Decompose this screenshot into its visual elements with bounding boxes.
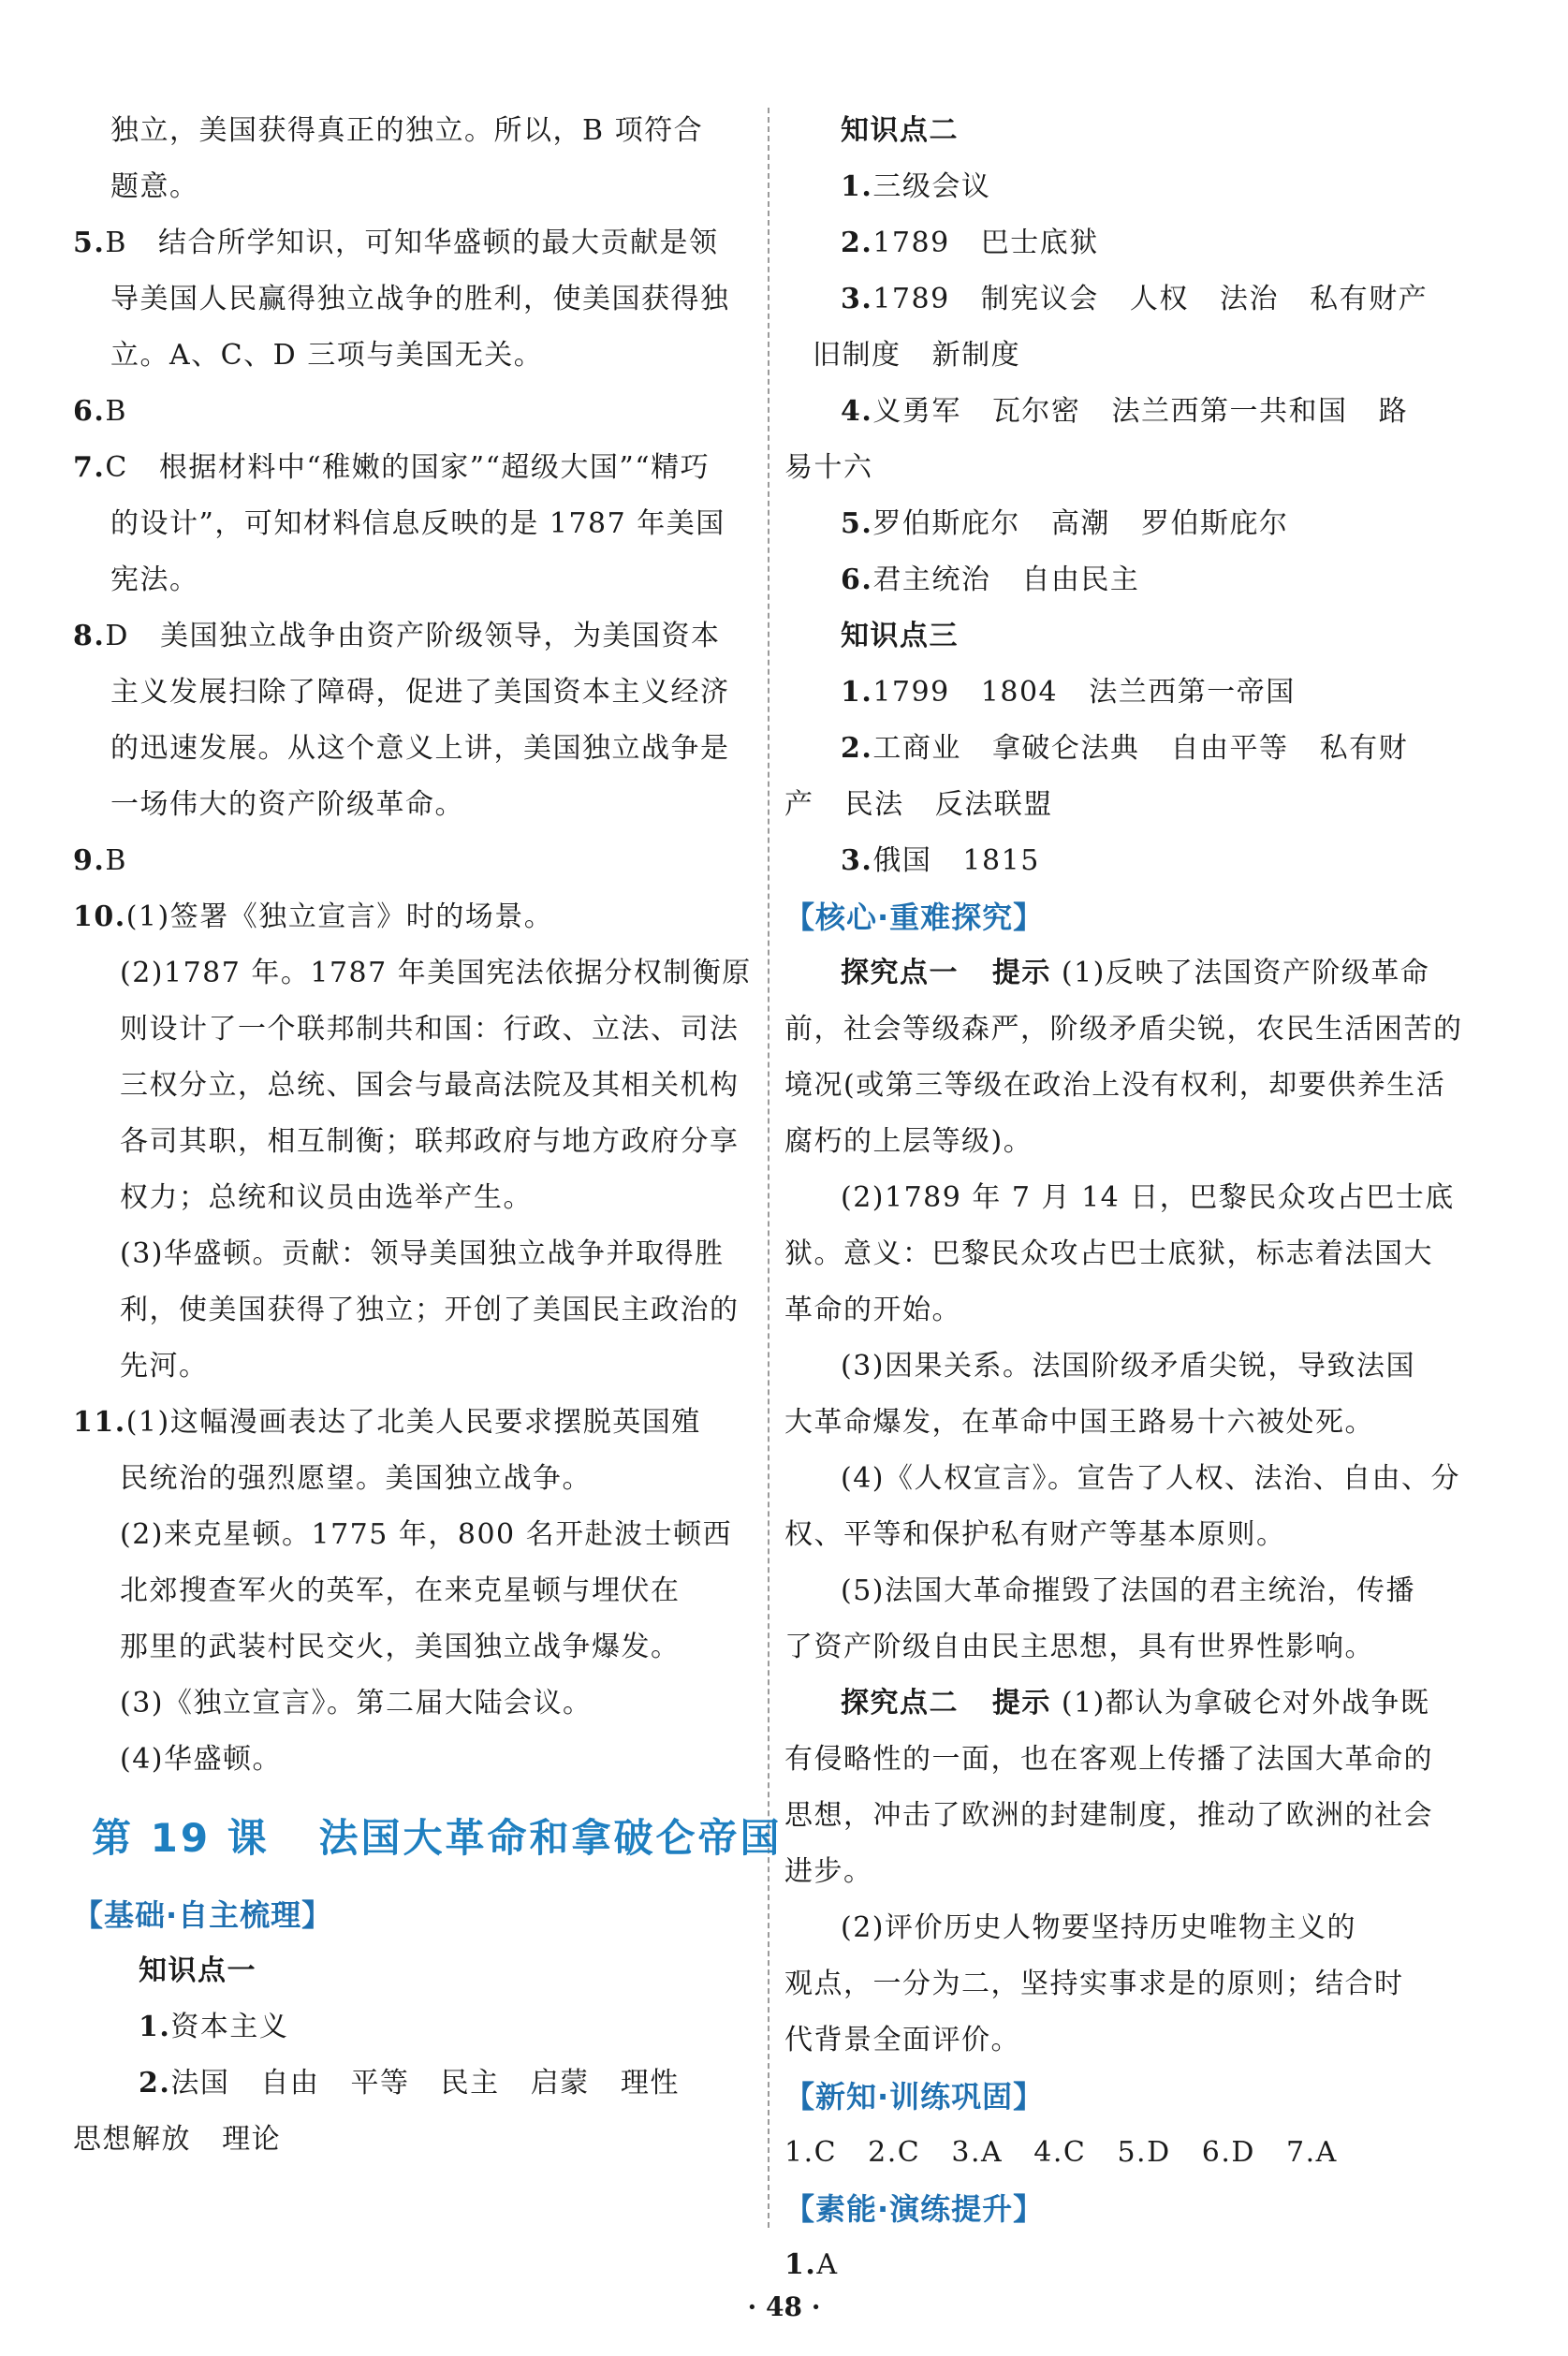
left-text-line: 北郊搜查军火的英军，在来克星顿与埋伏在 — [120, 1574, 681, 1607]
item-number: 9. — [73, 844, 106, 877]
left-answer-item — [73, 215, 755, 271]
left-text-line: 民统治的强烈愿望。美国独立战争。 — [120, 1462, 592, 1495]
item-number: 11. — [73, 1406, 126, 1439]
item-text: 1789 巴士底狱 — [872, 227, 1099, 259]
left-answer-item — [73, 889, 755, 945]
item-text: 工商业 拿破仑法典 自由平等 私有财 — [872, 732, 1409, 765]
exploration-lead: 探究点一 提示 — [841, 957, 1051, 989]
section-heading: 【基础·自主梳理】 — [73, 1897, 333, 1933]
exploration-lead: 探究点二 提示 — [841, 1687, 1051, 1719]
item-text: (1)这幅漫画表达了北美人民要求摆脱英国殖 — [125, 1406, 701, 1439]
left-answer-item — [73, 1395, 755, 1451]
right-answer-item — [784, 215, 1466, 271]
right-answer-item — [784, 721, 1466, 777]
item-number: 2. — [841, 227, 873, 259]
right-text-line: 了资产阶级自由民主思想，具有世界性影响。 — [784, 1631, 1374, 1663]
left-text-line: 那里的武装村民交火，美国独立战争爆发。 — [120, 1631, 681, 1663]
left-text-line: 的迅速发展。从这个意义上讲，美国独立战争是 — [110, 732, 730, 765]
right-answer-item — [784, 384, 1466, 440]
right-text-line: (4)《人权宣言》。宣告了人权、法治、自由、分 — [841, 1462, 1460, 1495]
left-text-line: 则设计了一个联邦制共和国：行政、立法、司法 — [120, 1013, 740, 1046]
left-text-line: 先河。 — [120, 1350, 209, 1383]
knowledge-point-heading: 知识点二 — [841, 114, 959, 147]
item-number: 6. — [73, 395, 106, 428]
item-text: B — [105, 395, 127, 428]
item-text: 君主统治 自由民主 — [872, 563, 1140, 596]
item-number: 6. — [841, 563, 873, 596]
right-answer-item — [784, 665, 1466, 721]
item-number: 2. — [841, 732, 873, 765]
left-answer-item — [73, 608, 755, 665]
right-text-line: 大革命爆发，在革命中国王路易十六被处死。 — [784, 1406, 1374, 1439]
right-text-line: 观点，一分为二，坚持实事求是的原则；结合时 — [784, 1968, 1404, 2000]
left-text-line: 立。A、C、D 三项与美国无关。 — [110, 339, 544, 372]
left-text-line: (4)华盛顿。 — [120, 1743, 282, 1776]
left-answer-item — [73, 384, 755, 440]
item-number: 3. — [841, 844, 873, 877]
right-text-line: 代背景全面评价。 — [784, 2024, 1020, 2056]
section-heading: 【新知·训练巩固】 — [784, 2079, 1045, 2115]
left-text-line: 宪法。 — [110, 563, 199, 596]
item-number: 10. — [73, 900, 126, 933]
left-text-line: 各司其职，相互制衡；联邦政府与地方政府分享 — [120, 1125, 740, 1158]
knowledge-point-heading: 知识点三 — [841, 620, 959, 652]
item-text: 法国 自由 平等 民主 启蒙 理性 — [170, 2067, 680, 2100]
right-text-line: 前，社会等级森严，阶级矛盾尖锐，农民生活困苦的 — [784, 1013, 1463, 1046]
right-text-line: 易十六 — [784, 451, 873, 484]
right-text-line: (2)评价历史人物要坚持历史唯物主义的 — [841, 1911, 1356, 1944]
item-number: 7. — [73, 451, 106, 484]
left-text-line: 导美国人民赢得独立战争的胜利，使美国获得独 — [110, 283, 730, 315]
item-number: 5. — [73, 227, 106, 259]
page-number: · 48 · — [747, 2291, 821, 2322]
left-text-line: 三权分立，总统、国会与最高法院及其相关机构 — [120, 1069, 740, 1102]
item-text: 1799 1804 法兰西第一帝国 — [872, 676, 1296, 709]
exploration-item — [784, 1676, 1466, 1732]
right-text-line: 腐朽的上层等级)。 — [784, 1125, 1033, 1158]
right-text-line: (5)法国大革命摧毁了法国的君主统治，传播 — [841, 1574, 1415, 1607]
item-text: B — [105, 844, 127, 877]
right-answer-item — [784, 552, 1466, 608]
right-text-line: 1.C 2.C 3.A 4.C 5.D 6.D 7.A — [784, 2136, 1338, 2169]
exploration-text: (1)反映了法国资产阶级革命 — [1050, 957, 1430, 989]
exploration-item — [784, 945, 1466, 1002]
right-text-line: (3)因果关系。法国阶级矛盾尖锐，导致法国 — [841, 1350, 1415, 1383]
section-heading: 【素能·演练提升】 — [784, 2191, 1045, 2227]
column-divider — [768, 108, 769, 2228]
lesson-title: 第 19 课 法国大革命和拿破仑帝国 — [92, 1815, 783, 1861]
right-text-line: 进步。 — [784, 1855, 873, 1888]
right-column — [784, 103, 1466, 2293]
left-text-line: 题意。 — [110, 170, 199, 203]
item-text: 罗伯斯庇尔 高潮 罗伯斯庇尔 — [872, 507, 1289, 540]
right-text-line: 思想，冲击了欧洲的封建制度，推动了欧洲的社会 — [784, 1799, 1433, 1832]
item-text: 资本主义 — [170, 2011, 289, 2043]
right-text-line: 狱。意义：巴黎民众攻占巴士底狱，标志着法国大 — [784, 1237, 1433, 1270]
left-answer-item — [73, 2056, 755, 2112]
item-number: 1. — [841, 676, 873, 709]
left-text-line: 主义发展扫除了障碍，促进了美国资本主义经济 — [110, 676, 730, 709]
right-text-line: 有侵略性的一面，也在客观上传播了法国大革命的 — [784, 1743, 1433, 1776]
right-answer-item — [784, 496, 1466, 552]
left-answer-item — [73, 833, 755, 889]
right-text-line: 革命的开始。 — [784, 1294, 961, 1326]
right-answer-item — [784, 2237, 1466, 2293]
right-text-line: (2)1789 年 7 月 14 日，巴黎民众攻占巴士底 — [841, 1181, 1455, 1214]
right-text-line: 产 民法 反法联盟 — [784, 788, 1053, 821]
item-text: A — [816, 2248, 839, 2281]
left-answer-item — [73, 440, 755, 496]
left-text-line: 思想解放 理论 — [73, 2123, 282, 2156]
item-number: 3. — [841, 283, 873, 315]
item-text: (1)签署《独立宣言》时的场景。 — [125, 900, 554, 933]
item-text: C 根据材料中“稚嫩的国家”“超级大国”“精巧 — [105, 451, 711, 484]
left-text-line: (2)1787 年。1787 年美国宪法依据分权制衡原 — [120, 957, 752, 989]
knowledge-point-heading: 知识点一 — [139, 1954, 256, 1987]
item-number: 1. — [139, 2011, 171, 2043]
item-number: 5. — [841, 507, 873, 540]
exploration-text: (1)都认为拿破仑对外战争既 — [1050, 1687, 1430, 1719]
right-answer-item — [784, 833, 1466, 889]
left-text-line: (3)华盛顿。贡献：领导美国独立战争并取得胜 — [120, 1237, 725, 1270]
left-text-line: 独立，美国获得真正的独立。所以，B 项符合 — [110, 114, 704, 147]
right-answer-item — [784, 271, 1466, 328]
left-answer-item — [73, 1999, 755, 2056]
item-number: 2. — [139, 2067, 171, 2100]
item-number: 1. — [784, 2248, 817, 2281]
item-text: 1789 制宪议会 人权 法治 私有财产 — [872, 283, 1429, 315]
left-text-line: 的设计”，可知材料信息反映的是 1787 年美国 — [110, 507, 725, 540]
left-column — [73, 103, 783, 2168]
item-number: 1. — [841, 170, 873, 203]
right-text-line: 境况(或第三等级在政治上没有权利，却要供养生活 — [784, 1069, 1446, 1102]
left-text-line: 利，使美国获得了独立；开创了美国民主政治的 — [120, 1294, 740, 1326]
item-text: 三级会议 — [872, 170, 991, 203]
item-number: 8. — [73, 620, 106, 652]
left-text-line: 一场伟大的资产阶级革命。 — [110, 788, 464, 821]
item-number: 4. — [841, 395, 873, 428]
left-text-line: 权力；总统和议员由选举产生。 — [120, 1181, 533, 1214]
section-heading: 【核心·重难探究】 — [784, 900, 1045, 935]
right-text-line: 旧制度 新制度 — [813, 339, 1021, 372]
item-text: D 美国独立战争由资产阶级领导，为美国资本 — [105, 620, 721, 652]
left-text-line: (2)来克星顿。1775 年，800 名开赴波士顿西 — [120, 1518, 733, 1551]
item-text: 义勇军 瓦尔密 法兰西第一共和国 路 — [872, 395, 1409, 428]
item-text: B 结合所学知识，可知华盛顿的最大贡献是领 — [105, 227, 719, 259]
right-text-line: 权、平等和保护私有财产等基本原则。 — [784, 1518, 1286, 1551]
item-text: 俄国 1815 — [872, 844, 1040, 877]
left-text-line: (3)《独立宣言》。第二届大陆会议。 — [120, 1687, 593, 1719]
right-answer-item — [784, 159, 1466, 215]
